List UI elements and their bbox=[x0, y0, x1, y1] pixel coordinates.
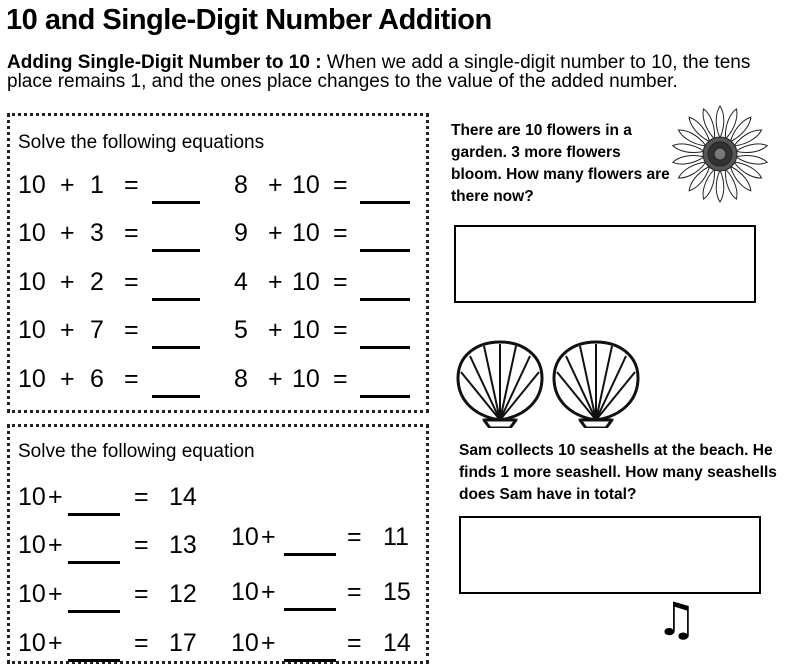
answer-blank[interactable] bbox=[152, 249, 200, 252]
equals-sign: = bbox=[124, 365, 139, 393]
equation-number: 10 bbox=[292, 316, 320, 344]
equation-number: 1 bbox=[90, 171, 104, 199]
equation-number: 10 bbox=[292, 268, 320, 296]
sunflower-icon bbox=[668, 104, 772, 204]
answer-blank[interactable] bbox=[152, 346, 200, 349]
plus-sign: + bbox=[261, 578, 276, 606]
equation-number: 10 bbox=[231, 523, 259, 551]
answer-blank[interactable] bbox=[360, 346, 410, 349]
intro-heading: Adding Single-Digit Number to 10 : bbox=[7, 52, 322, 73]
plus-sign: + bbox=[268, 268, 283, 296]
equals-sign: = bbox=[333, 365, 348, 393]
worksheet-title: 10 and Single-Digit Number Addition bbox=[6, 4, 492, 36]
answer-blank[interactable] bbox=[68, 659, 120, 662]
equation-number: 6 bbox=[90, 365, 104, 393]
equation-result: 12 bbox=[169, 580, 197, 608]
plus-sign: + bbox=[268, 365, 283, 393]
answer-box-1[interactable] bbox=[454, 225, 756, 303]
equation-number: 10 bbox=[18, 268, 46, 296]
plus-sign: + bbox=[48, 483, 63, 511]
plus-sign: + bbox=[261, 629, 276, 657]
equals-sign: = bbox=[333, 171, 348, 199]
plus-sign: + bbox=[48, 629, 63, 657]
answer-blank[interactable] bbox=[284, 553, 336, 556]
equation-number: 10 bbox=[231, 629, 259, 657]
plus-sign: + bbox=[48, 531, 63, 559]
answer-blank[interactable] bbox=[284, 608, 336, 611]
equation-number: 10 bbox=[18, 483, 46, 511]
equation-result: 13 bbox=[169, 531, 197, 559]
intro-paragraph bbox=[7, 53, 787, 91]
equals-sign: = bbox=[134, 531, 149, 559]
plus-sign: + bbox=[48, 580, 63, 608]
equation-number: 10 bbox=[18, 219, 46, 247]
equals-sign: = bbox=[134, 580, 149, 608]
answer-blank[interactable] bbox=[360, 201, 410, 204]
answer-blank[interactable] bbox=[360, 395, 410, 398]
equation-number: 10 bbox=[231, 578, 259, 606]
equation-number: 10 bbox=[18, 531, 46, 559]
plus-sign: + bbox=[268, 316, 283, 344]
intro-text: When we add a single-digit number to 10, the tens place remains 1, and the ones place changes to the value of the added number. bbox=[7, 52, 751, 92]
equation-number: 10 bbox=[292, 365, 320, 393]
plus-sign: + bbox=[268, 171, 283, 199]
answer-blank[interactable] bbox=[284, 659, 336, 662]
equation-number: 8 bbox=[234, 171, 248, 199]
plus-sign: + bbox=[60, 316, 75, 344]
equation-number: 10 bbox=[292, 219, 320, 247]
plus-sign: + bbox=[268, 219, 283, 247]
word-problem-1: There are 10 flowers in a garden. 3 more flowers bloom. How many flowers are there now? bbox=[451, 122, 670, 205]
answer-blank[interactable] bbox=[68, 513, 120, 516]
equation-number: 9 bbox=[234, 219, 248, 247]
equation-number: 10 bbox=[18, 629, 46, 657]
word-problem-2: Sam collects 10 seashells at the beach. He finds 1 more seashell. How many seashells does Sam have in total? bbox=[459, 442, 777, 503]
equals-sign: = bbox=[347, 629, 362, 657]
answer-box-2[interactable] bbox=[459, 516, 761, 594]
equals-sign: = bbox=[124, 219, 139, 247]
equation-result: 11 bbox=[383, 523, 409, 551]
seashell-icon bbox=[454, 336, 644, 428]
equals-sign: = bbox=[134, 629, 149, 657]
equation-result: 15 bbox=[383, 578, 411, 606]
equation-number: 10 bbox=[18, 365, 46, 393]
equals-sign: = bbox=[124, 268, 139, 296]
equation-result: 17 bbox=[169, 629, 197, 657]
equals-sign: = bbox=[333, 268, 348, 296]
equation-number: 10 bbox=[18, 580, 46, 608]
equation-result: 14 bbox=[383, 629, 411, 657]
plus-sign: + bbox=[60, 268, 75, 296]
plus-sign: + bbox=[60, 365, 75, 393]
equals-sign: = bbox=[124, 316, 139, 344]
equals-sign: = bbox=[347, 578, 362, 606]
answer-blank[interactable] bbox=[68, 610, 120, 613]
answer-blank[interactable] bbox=[152, 395, 200, 398]
equation-number: 5 bbox=[234, 316, 248, 344]
answer-blank[interactable] bbox=[68, 561, 120, 564]
equation-number: 7 bbox=[90, 316, 104, 344]
answer-blank[interactable] bbox=[360, 298, 410, 301]
equation-number: 4 bbox=[234, 268, 248, 296]
answer-blank[interactable] bbox=[152, 298, 200, 301]
equation-number: 10 bbox=[18, 171, 46, 199]
music-note-icon: ♫ bbox=[656, 592, 698, 646]
plus-sign: + bbox=[60, 219, 75, 247]
answer-blank[interactable] bbox=[360, 249, 410, 252]
equals-sign: = bbox=[333, 219, 348, 247]
equals-sign: = bbox=[124, 171, 139, 199]
equation-number: 10 bbox=[18, 316, 46, 344]
equals-sign: = bbox=[134, 483, 149, 511]
section2-heading: Solve the following equation bbox=[18, 441, 255, 462]
equation-number: 10 bbox=[292, 171, 320, 199]
section1-heading: Solve the following equations bbox=[18, 132, 265, 153]
equals-sign: = bbox=[333, 316, 348, 344]
equation-result: 14 bbox=[169, 483, 197, 511]
equals-sign: = bbox=[347, 523, 362, 551]
plus-sign: + bbox=[60, 171, 75, 199]
equation-number: 2 bbox=[90, 268, 104, 296]
plus-sign: + bbox=[261, 523, 276, 551]
answer-blank[interactable] bbox=[152, 201, 200, 204]
equation-number: 3 bbox=[90, 219, 104, 247]
equation-number: 8 bbox=[234, 365, 248, 393]
